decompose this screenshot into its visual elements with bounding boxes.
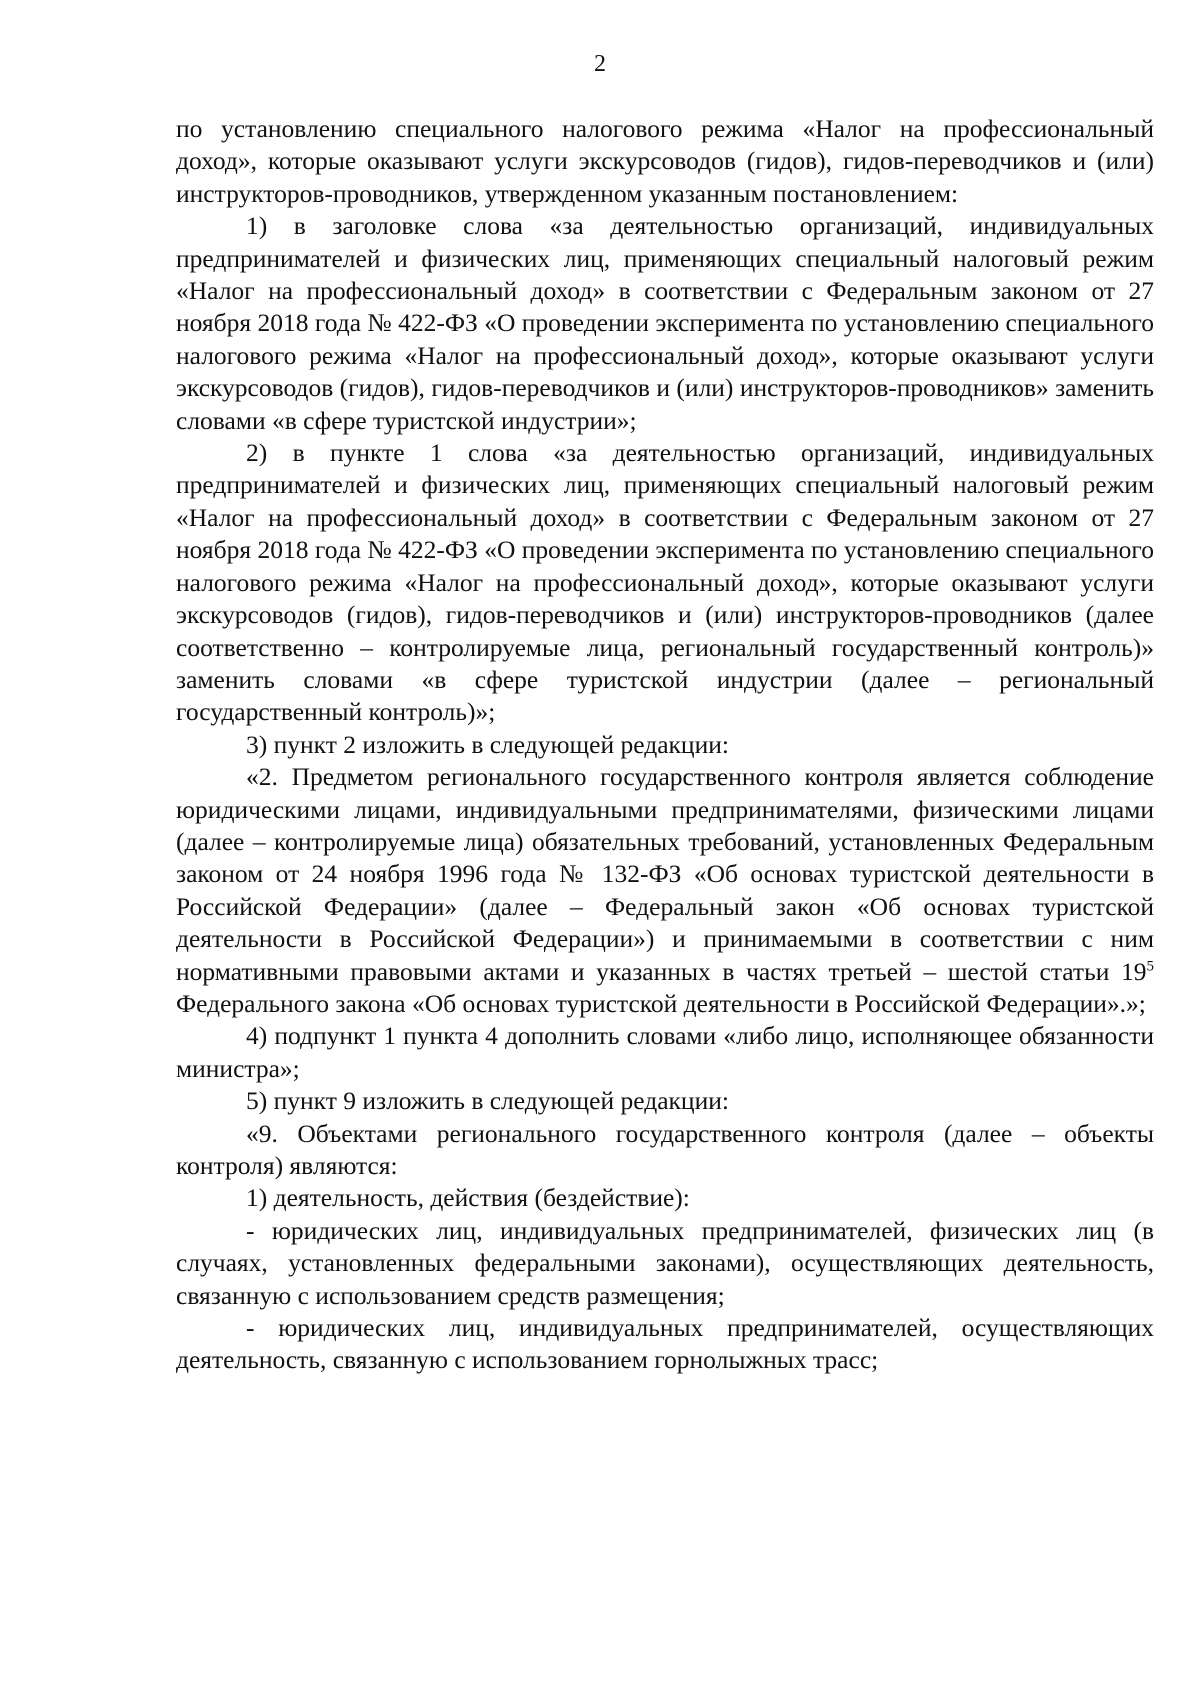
article-superscript: 5 bbox=[1146, 958, 1154, 975]
paragraph-point-2-text-main: «2. Предметом регионального государственного контроля является соблюдение юридическими лицами, индивидуальными предпринимателями, физическими лицами (далее – контролируемые лица) обязательных требований, установленных Федеральным законом от 24 ноября 1996 года № 132-ФЗ «Об основах туристской деятельности в Российской Федерации» (далее – Федеральный закон «Об основах туристской деятельности в Российской Федерации») и принимаемыми в соответствии с ним нормативными правовыми актами и указанных в частях третьей – шестой статьи 19 bbox=[176, 762, 1154, 986]
page-number: 2 bbox=[594, 51, 606, 77]
paragraph-item-1-title: 1) в заголовке слова «за деятельностью организаций, индивидуальных предпринимателей и физических лиц, применяющих специальный налоговый режим «Налог на профессиональный доход» в соответствии с Федеральным законом от 27 ноября 2018 года № 422-ФЗ «О проведении эксперимента по установлению специального налогового режима «Налог на профессиональный доход», которые оказывают услуги экскурсоводов (гидов), гидов-переводчиков и (или) инструкторов-проводников» заменить словами «в сфере туристской индустрии»; bbox=[176, 211, 1154, 435]
paragraph-point-2-text bbox=[176, 761, 1154, 1020]
paragraph-item-4: 4) подпункт 1 пункта 4 дополнить словами «либо лицо, исполняющее обязанности министра»; bbox=[176, 1021, 1154, 1083]
paragraph-point-9-text: «9. Объектами регионального государственного контроля (далее – объекты контроля) являются: bbox=[176, 1118, 1154, 1180]
paragraph-dash-item-accommodation: - юридических лиц, индивидуальных предпринимателей, физических лиц (в случаях, установленных федеральными законами), осуществляющих деятельность, связанную с использованием средств размещения; bbox=[176, 1215, 1154, 1310]
document-body bbox=[176, 113, 1154, 1377]
paragraph-item-2-point-1: 2) в пункте 1 слова «за деятельностью организаций, индивидуальных предпринимателей и физических лиц, применяющих специальный налоговый режим «Налог на профессиональный доход» в соответствии с Федеральным законом от 27 ноября 2018 года № 422-ФЗ «О проведении эксперимента по установлению специального налогового режима «Налог на профессиональный доход», которые оказывают услуги экскурсоводов (гидов), гидов-переводчиков и (или) инструкторов-проводников (далее соответственно – контролируемые лица, региональный государственный контроль)» заменить словами «в сфере туристской индустрии (далее – региональный государственный контроль)»; bbox=[176, 438, 1154, 727]
paragraph-continuation: по установлению специального налогового режима «Налог на профессиональный доход», которые оказывают услуги экскурсоводов (гидов), гидов-переводчиков и (или) инструкторов-проводников, утвержденном указанным постановлением: bbox=[176, 114, 1154, 208]
paragraph-subitem-1: 1) деятельность, действия (бездействие): bbox=[246, 1183, 690, 1213]
paragraph-point-2-text-end: Федерального закона «Об основах туристской деятельности в Российской Федерации».»; bbox=[176, 988, 1146, 1018]
paragraph-item-3: 3) пункт 2 изложить в следующей редакции: bbox=[246, 729, 729, 759]
paragraph-item-5: 5) пункт 9 изложить в следующей редакции: bbox=[246, 1086, 729, 1116]
paragraph-dash-item-ski-slopes: - юридических лиц, индивидуальных предпринимателей, осуществляющих деятельность, связанную с использованием горнолыжных трасс; bbox=[176, 1313, 1154, 1375]
